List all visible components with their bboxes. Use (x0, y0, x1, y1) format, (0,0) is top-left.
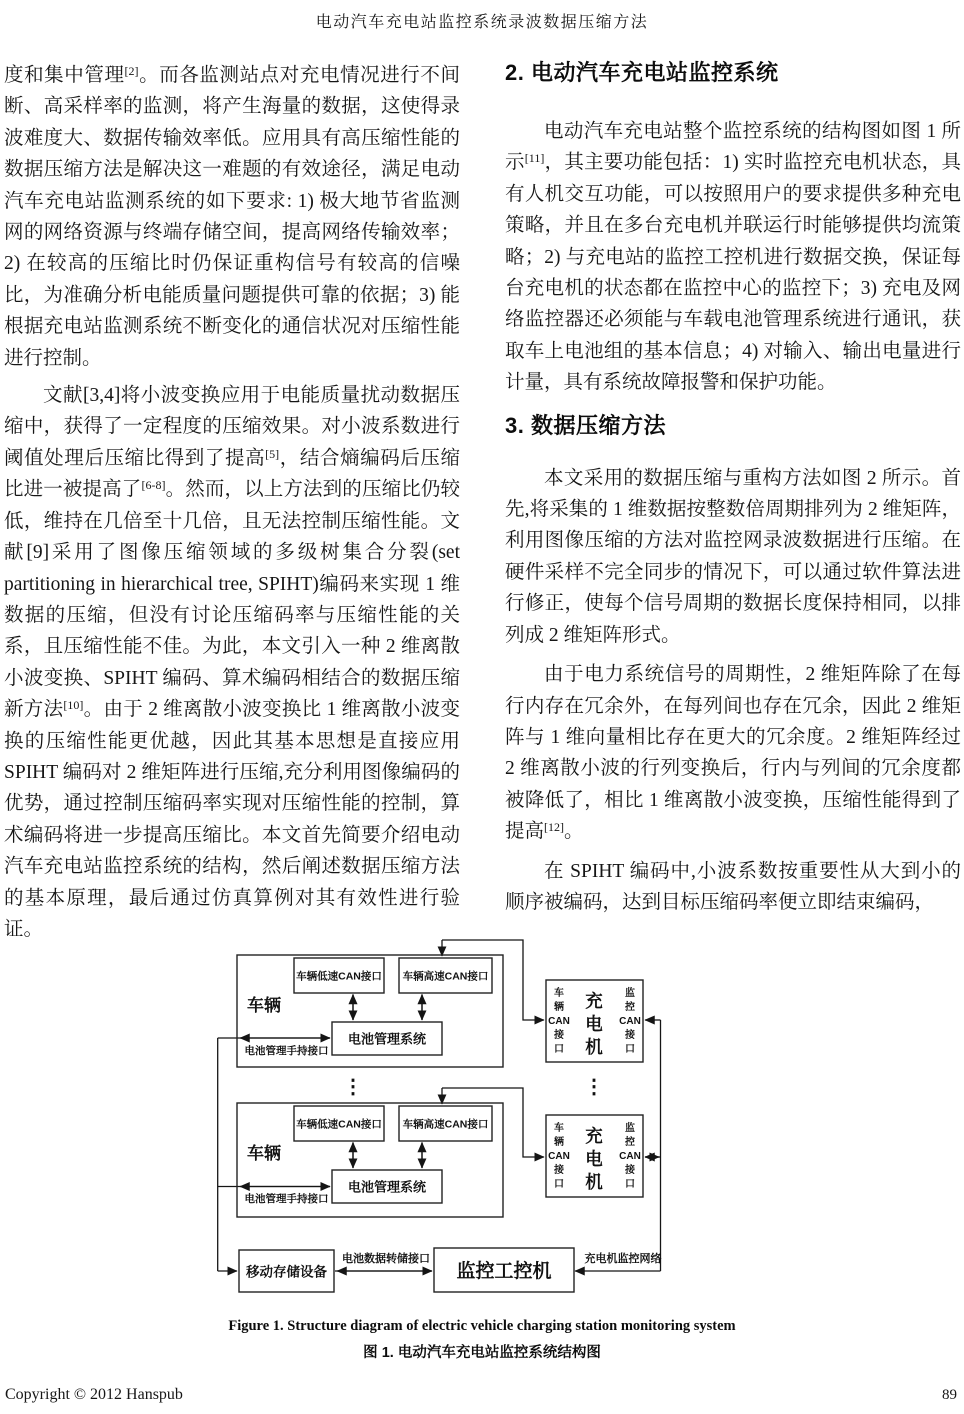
low-speed-can-label: 车辆低速CAN接口 (296, 1118, 382, 1131)
section-heading-2: 2. 电动汽车充电站监控系统 (505, 60, 779, 85)
vehicle-can-port-label: 辆 (554, 1137, 564, 1148)
monitor-can-port-label: 接 (625, 1165, 635, 1176)
vehicle-1-group (237, 955, 503, 1067)
mobile-storage-label: 移动存储设备 (246, 1264, 327, 1280)
charger-2-group (546, 1115, 643, 1197)
charger-label: 充 (585, 1126, 603, 1146)
vertical-ellipsis: ⋮ (343, 1076, 363, 1098)
battery-mgmt-label: 电池管理系统 (347, 1179, 427, 1195)
vehicle-2-group (237, 1103, 503, 1217)
monitor-can-port-label: CAN (619, 1151, 641, 1162)
charger-network-label: 充电机监控网络 (584, 1253, 662, 1265)
charger-1-group (546, 980, 643, 1062)
low-speed-can-label: 车辆低速CAN接口 (296, 970, 382, 983)
monitor-can-port-label: 控 (625, 1137, 635, 1148)
paragraph: 在 SPIHT 编码中,小波系数按重要性从大到小的顺序被编码，达到目标压缩码率便立即结束编码， (505, 860, 961, 913)
vehicle-label: 车辆 (247, 1144, 281, 1163)
figure-caption-english: Figure 1. Structure diagram of electric vehicle charging station monitoring system (228, 1318, 736, 1334)
monitor-pc-label: 监控工控机 (456, 1261, 552, 1282)
charger-label: 机 (585, 1037, 603, 1057)
copyright-notice: Copyright © 2012 Hanspub (5, 1386, 183, 1403)
figure-1-diagram (180, 930, 793, 1310)
paragraph-continuation: 度和集中管理[2]。而各监测站点对充电情况进行不间断、高采样率的监测，将产生海量的数据，这使得录波难度大、数据传输效率低。应用具有高压缩性能的数据压缩方法是解决这一难题的有效途径，满足电动汽车充电站监测系统的如下要求: 1) 极大地节省监测网的网络资源与终端存储空间，提高网络传输效率；2) 在较高的压缩比时仍保证重构信号有较高的信噪比，为准确分析电能质量问题提供可靠的依据；3) 能根据充电站监测系统不断变化的通信状况对压缩性能进行控制。 (4, 64, 460, 369)
vehicle-can-port-label: 车 (554, 988, 564, 999)
charger-label: 充 (585, 991, 603, 1011)
paragraph: 文献[3,4]将小波变换应用于电能质量扰动数据压缩中，获得了一定程度的压缩效果。对小波系数进行阈值处理后压缩比得到了提高[5]，结合熵编码后压缩比进一被提高了[6-8]。然而，以上方法到的压缩比仍较低，维持在几倍至十几倍，且无法控制压缩性能。文献[9]采用了图像压缩领域的多级树集合分裂(set partitioning in hierarchical tree, SPIHT)编码来实现 1 维数据的压缩，但没有讨论压缩码率与压缩性能的关系，且压缩性能不佳。为此，本文引入一种 2 维离散小波变换、SPIHT 编码、算术编码相结合的数据压缩新方法[10]。由于 2 维离散小波变换比 1 维离散小波变换的压缩性能更优越，因此其基本思想是直接应用 SPIHT 编码对 2 维矩阵进行压缩,充分利用图像编码的优势，通过控制压缩码率实现对压缩性能的控制，算术编码将进一步提高压缩比。本文首先简要介绍电动汽车充电站监控系统的结构，然后阐述数据压缩方法的基本原理，最后通过仿真算例对其有效性进行验证。 (4, 385, 460, 940)
battery-data-port-label: 电池数据转储接口 (342, 1253, 430, 1265)
vehicle-can-port-label: CAN (548, 1016, 570, 1027)
paragraph: 本文采用的数据压缩与重构方法如图 2 所示。首先,将采集的 1 维数据按整数倍周期排列为 2 维矩阵，利用图像压缩的方法对监控网录波数据进行压缩。在硬件采样不完全同步的情况下，可以通过软件算法进行修正，使每个信号周期的数据长度保持相同，以排列成 2 维矩阵形式。 (505, 467, 961, 646)
handheld-port-label: 电池管理手持接口 (244, 1045, 329, 1057)
monitor-can-port-label: 口 (625, 1179, 635, 1190)
vehicle-can-port-label: 接 (554, 1030, 564, 1041)
figure-caption-chinese: 图 1. 电动汽车充电站监控系统结构图 (363, 1345, 601, 1361)
vehicle-can-port-label: 口 (554, 1179, 564, 1190)
vehicle-can-port-label: 车 (554, 1123, 564, 1134)
vehicle-label: 车辆 (247, 996, 281, 1015)
battery-mgmt-label: 电池管理系统 (347, 1031, 427, 1047)
monitor-can-port-label: 口 (625, 1044, 635, 1055)
monitor-can-port-label: 控 (625, 1002, 635, 1013)
high-speed-can-label: 车辆高速CAN接口 (402, 970, 489, 983)
vehicle-can-port-label: 口 (554, 1044, 564, 1055)
charger-label: 电 (585, 1149, 603, 1169)
handheld-port-label: 电池管理手持接口 (244, 1193, 329, 1205)
bottom-row-group (239, 1248, 662, 1292)
paragraph: 由于电力系统信号的周期性，2 维矩阵除了在每行内存在冗余外，在每列间也存在冗余，因此 2 维矩阵与 1 维向量相比存在更大的冗余度。2 维矩阵经过 2 维离散小波的行列变换后，行内与列间的冗余度都被降低了，相比 1 维离散小波变换，压缩性能得到了提高[12]。 (505, 664, 961, 843)
monitor-can-port-label: 监 (625, 988, 635, 999)
running-title: 电动汽车充电站监控系统录波数据压缩方法 (315, 14, 649, 31)
right-column (505, 58, 961, 918)
high-speed-can-label: 车辆高速CAN接口 (402, 1118, 489, 1131)
monitor-can-port-label: 接 (625, 1030, 635, 1041)
page-number: 89 (942, 1387, 957, 1403)
vehicle-can-port-label: 接 (554, 1165, 564, 1176)
vehicle-can-port-label: 辆 (554, 1002, 564, 1013)
section-heading-3: 3. 数据压缩方法 (505, 412, 666, 438)
charger-label: 电 (585, 1014, 603, 1034)
monitor-can-port-label: 监 (625, 1123, 635, 1134)
charger-label: 机 (585, 1172, 603, 1192)
vertical-ellipsis: ⋮ (584, 1076, 604, 1098)
left-column (4, 60, 460, 945)
vehicle-can-port-label: CAN (548, 1151, 570, 1162)
paragraph: 电动汽车充电站整个监控系统的结构图如图 1 所示[11]，其主要功能包括：1) 实时监控充电机状态，具有人机交互功能，可以按照用户的要求提供多种充电策略，并且在多台充电机并联运行时能够提供均流策略；2) 与充电站的监控工控机进行数据交换，保证每台充电机的状态都在监控中心的监控下；3) 充电及网络监控器还必须能与车载电池管理系统进行通讯，获取车上电池组的基本信息；4) 对输入、输出电量进行计量，具有系统故障报警和保护功能。 (505, 121, 961, 394)
monitor-can-port-label: CAN (619, 1016, 641, 1027)
